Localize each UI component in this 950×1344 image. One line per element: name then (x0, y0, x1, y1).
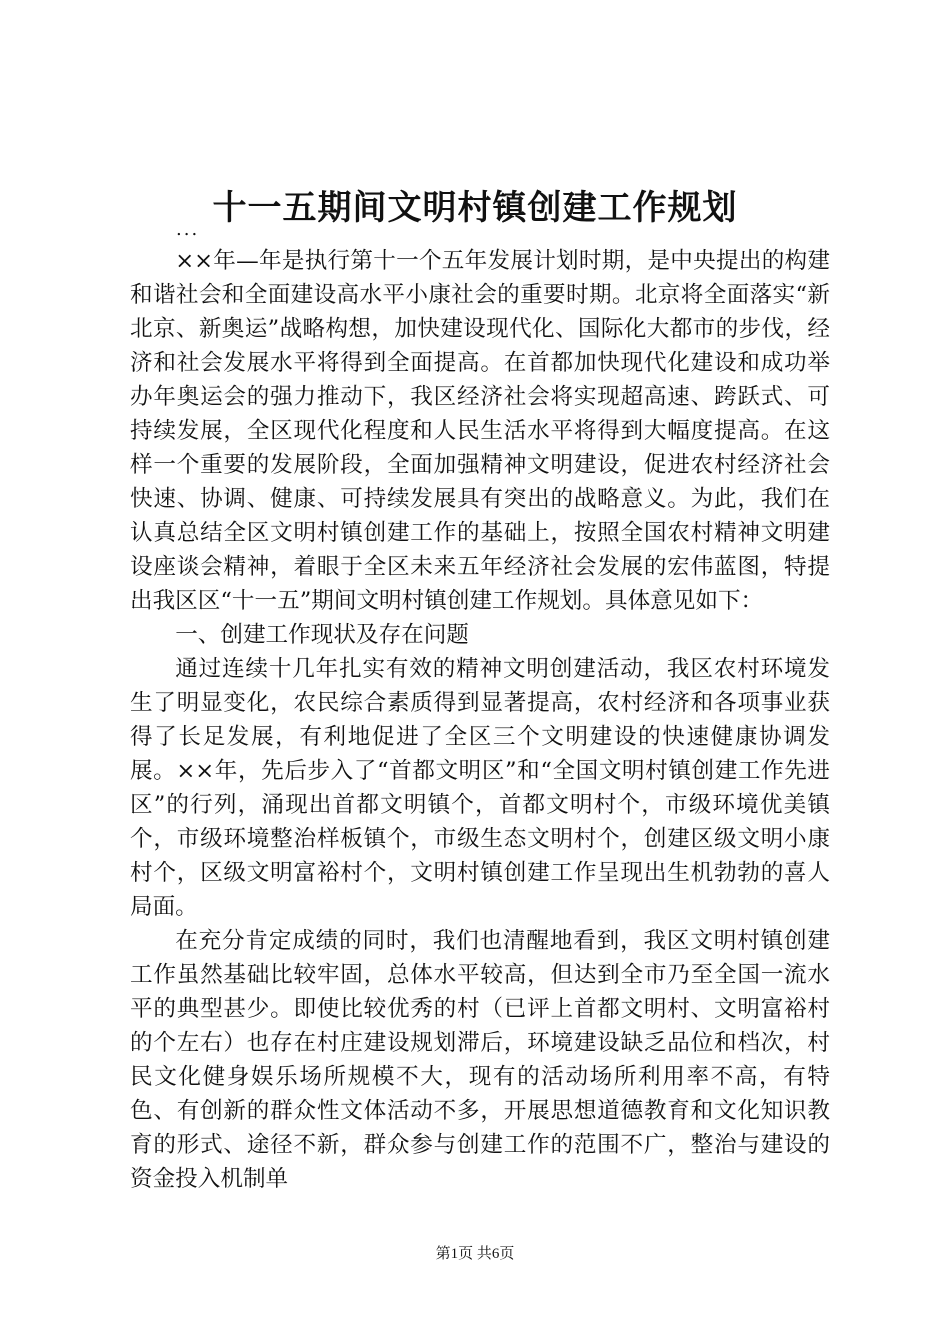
document-body (130, 244, 830, 1196)
section-heading: 一、创建工作现状及存在问题 (175, 622, 469, 648)
paragraph-problems: 在充分肯定成绩的同时，我们也清醒地看到，我区文明村镇创建工作虽然基础比较牢固，总体水平较高，但达到全市乃至全国一流水平的典型甚少。即使比较优秀的村（已评上首都文明村、文明富裕村的个左右）也存在村庄建设规划滞后，环境建设缺乏品位和档次，村民文化健身娱乐场所规模不大，现有的活动场所利用率不高，有特色、有创新的群众性文体活动不多，开展思想道德教育和文化知识教育的形式、途径不新，群众参与创建工作的范围不广，整治与建设的资金投入机制单 (130, 928, 830, 1192)
document-title: 十一五期间文明村镇创建工作规划 (212, 188, 738, 228)
paragraph-intro: ××年—年是执行第十一个五年发展计划时期，是中央提出的构建和谐社会和全面建设高水平小康社会的重要时期。北京将全面落实“新北京、新奥运”战略构想，加快建设现代化、国际化大都市的步伐，经济和社会发展水平将得到全面提高。在首都加快现代化建设和成功举办年奥运会的强力推动下，我区经济社会将实现超高速、跨跃式、可持续发展，全区现代化程度和人民生活水平将得到大幅度提高。在这样一个重要的发展阶段，全面加强精神文明建设，促进农村经济社会快速、协调、健康、可持续发展具有突出的战略意义。为此，我们在认真总结全区文明村镇创建工作的基础上，按照全国农村精神文明建设座谈会精神，着眼于全区未来五年经济社会发展的宏伟蓝图，特提出我区区“十一五”期间文明村镇创建工作规划。具体意见如下： (130, 248, 830, 614)
paragraph-status: 通过连续十几年扎实有效的精神文明创建活动，我区农村环境发生了明显变化，农民综合素质得到显著提高，农村经济和各项事业获得了长足发展，有利地促进了全区三个文明建设的快速健康协调发展。××年，先后步入了“首都文明区”和“全国文明村镇创建工作先进区”的行列，涌现出首都文明镇个，首都文明村个，市级环境优美镇个，市级环境整治样板镇个，市级生态文明村个，创建区级文明小康村个，区级文明富裕村个，文明村镇创建工作呈现出生机勃勃的喜人局面。 (130, 656, 830, 920)
page-footer: 第1页 共6页 (435, 1246, 515, 1262)
ellipsis-mark: ... (176, 219, 200, 240)
